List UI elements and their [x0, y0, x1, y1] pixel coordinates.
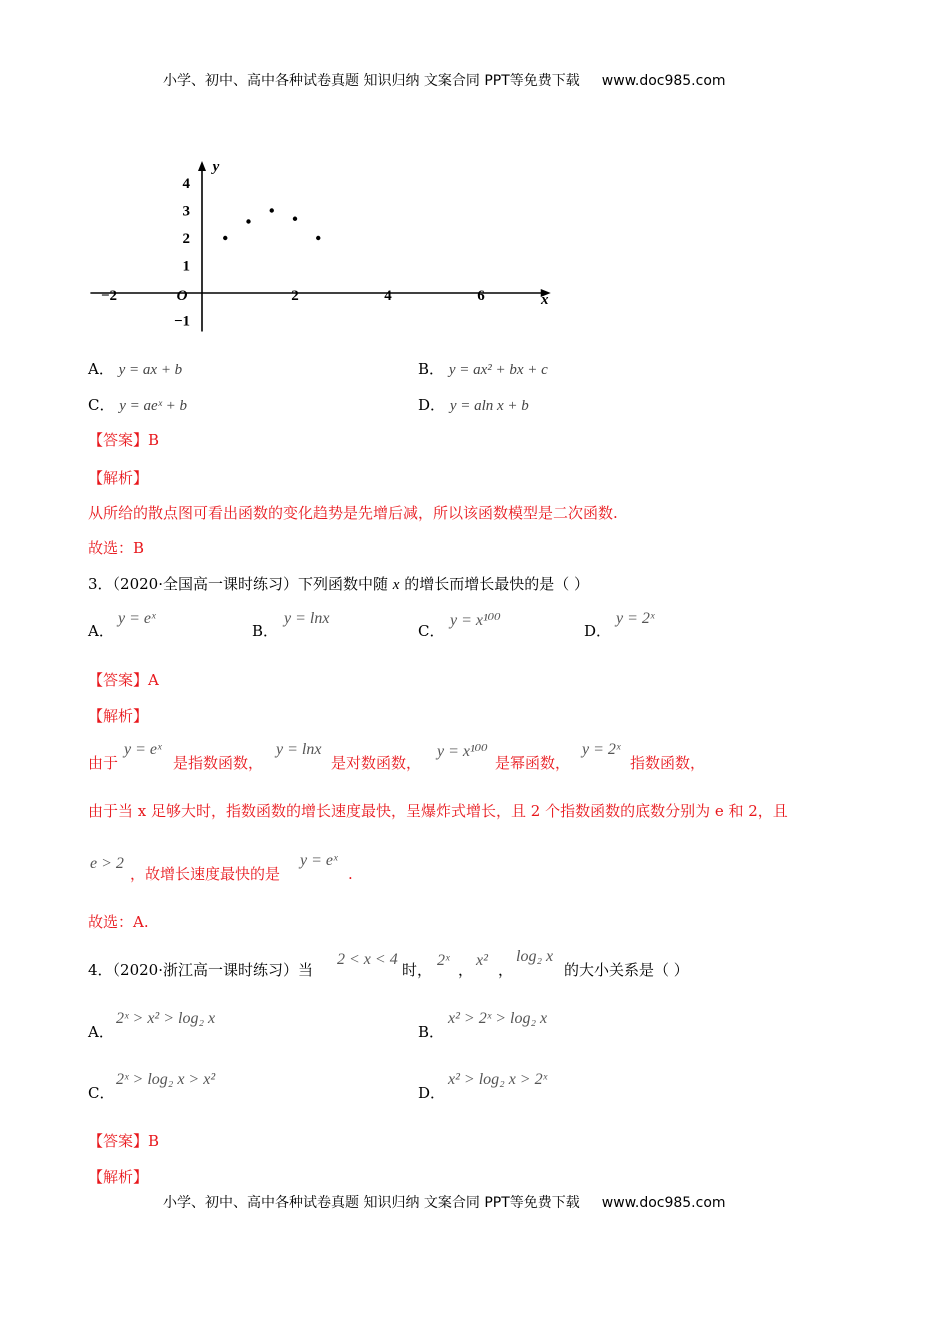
- q4-stem-prefix: [88, 960, 313, 980]
- q2-option-b-expr: y = ax² + bx + c: [448, 362, 548, 378]
- q4-condition: 2 < x < 4: [337, 951, 398, 968]
- q3-stem-b: 的增长而增长最快的是（ ）: [404, 575, 590, 593]
- q2-option-b-label: B．: [418, 360, 445, 378]
- q4-option-a-expr: 2ˣ > x² > log₂ x: [116, 1010, 216, 1027]
- q4-expr-log: log₂ x: [516, 948, 554, 965]
- q2-option-c[interactable]: [88, 395, 187, 416]
- q3-analysis-heading: 【解析】: [88, 707, 149, 725]
- q3-option-a[interactable]: [88, 621, 114, 641]
- q3-option-a-label: A．: [88, 622, 114, 640]
- q4-option-a-label: A．: [88, 1023, 114, 1041]
- y-tick-label: −1: [173, 313, 190, 330]
- q3-expl-line1-a: 由于: [88, 754, 119, 772]
- q4-analysis-heading: 【解析】: [88, 1168, 149, 1186]
- footer-text: 小学、初中、高中各种试卷真题 知识归纳 文案合同 PPT等免费下载: [163, 1195, 580, 1211]
- q3-stem-var: x: [392, 577, 400, 593]
- page-footer: [163, 1192, 726, 1212]
- q3-expl-line1-m4: y = 2ˣ: [582, 741, 621, 758]
- q3-option-b[interactable]: [252, 621, 278, 641]
- q4-sep2: ，: [498, 961, 514, 979]
- q3-expl-line1-m2: y = lnx: [276, 741, 322, 758]
- q3-expl-line1-e: 指数函数，: [630, 754, 706, 772]
- q4-option-a[interactable]: [88, 1022, 114, 1042]
- y-tick-label: 2: [182, 231, 190, 247]
- q2-option-c-label: C．: [88, 396, 115, 414]
- q3-expl-line1-d: 是幂函数，: [495, 754, 571, 772]
- q3-expl-line3-b: .: [348, 865, 353, 883]
- q4-expr-x2: x²: [476, 952, 488, 969]
- q2-option-a-label: A．: [88, 360, 114, 378]
- q3-expl-line3-a: ，故增长速度最快的是: [130, 865, 281, 883]
- data-point: [223, 236, 227, 240]
- q2-choice: 故选：B: [88, 539, 145, 557]
- footer-url[interactable]: www.doc985.com: [601, 1195, 726, 1211]
- q4-source: （2020·浙江高一课时练习）当: [112, 961, 313, 979]
- q3-source: （2020·全国高一课时练习）: [112, 575, 298, 593]
- q3-stem-a: 下列函数中随: [298, 575, 389, 593]
- data-point: [293, 217, 297, 221]
- q4-option-c-label: C．: [88, 1084, 115, 1102]
- q3-option-b-label: B．: [252, 622, 279, 640]
- q3-option-d[interactable]: [584, 621, 611, 641]
- x-tick-label: 4: [384, 288, 392, 304]
- x-tick-label: O: [176, 288, 188, 304]
- y-tick-label: 1: [182, 258, 190, 275]
- q4-option-d-expr: x² > log₂ x > 2ˣ: [448, 1071, 548, 1088]
- q4-expr-2x: 2ˣ: [437, 952, 450, 969]
- q4-answer: 【答案】B: [88, 1132, 160, 1150]
- q3-option-d-expr: y = 2ˣ: [616, 610, 655, 627]
- q4-number: 4．: [88, 961, 113, 979]
- q3-option-d-label: D．: [584, 622, 612, 640]
- data-point: [316, 236, 320, 240]
- q3-stem: [88, 574, 589, 595]
- x-tick-label: −2: [100, 288, 118, 304]
- q3-expl-line1-m1: y = eˣ: [124, 741, 162, 758]
- q2-option-d-label: D．: [418, 396, 446, 414]
- q3-expl-line1-c: 是对数函数，: [331, 754, 422, 772]
- x-axis-label: x: [541, 292, 549, 308]
- q4-option-d-label: D．: [418, 1084, 446, 1102]
- q4-option-d[interactable]: [418, 1083, 445, 1103]
- q2-option-d[interactable]: [418, 395, 529, 416]
- q2-answer: 【答案】B: [88, 431, 160, 449]
- q3-option-a-expr: y = eˣ: [118, 610, 156, 627]
- header-url[interactable]: www.doc985.com: [601, 73, 726, 89]
- data-point: [270, 208, 274, 212]
- scatter-chart: [80, 140, 570, 340]
- q2-option-c-expr: y = aeˣ + b: [119, 398, 188, 414]
- q3-number: 3．: [88, 575, 113, 593]
- q4-stem-a: 时，: [402, 961, 433, 979]
- q2-option-d-expr: y = aln x + b: [449, 398, 529, 414]
- y-tick-label: 3: [182, 203, 190, 220]
- data-point: [246, 219, 250, 223]
- q3-answer: 【答案】A: [88, 671, 159, 689]
- q2-option-b[interactable]: [418, 359, 548, 380]
- q4-option-c-expr: 2ˣ > log₂ x > x²: [116, 1071, 216, 1088]
- q3-option-b-expr: y = lnx: [284, 610, 330, 627]
- q3-expl-line3-m2: y = eˣ: [300, 852, 338, 869]
- q3-option-c[interactable]: [418, 621, 444, 641]
- page-header: [163, 70, 726, 90]
- y-axis-label: y: [212, 159, 220, 175]
- y-tick-label: 4: [182, 176, 190, 192]
- q3-expl-line2: 由于当 x 足够大时，指数函数的增长速度最快，呈爆炸式增长，且 2 个指数函数的底数分别为 e 和 2，且: [88, 802, 788, 820]
- q2-option-a[interactable]: [88, 359, 182, 380]
- q4-option-b[interactable]: [418, 1022, 444, 1042]
- x-tick-label: 6: [477, 288, 485, 304]
- q4-sep1: ，: [458, 961, 474, 979]
- q4-option-b-expr: x² > 2ˣ > log₂ x: [448, 1010, 548, 1027]
- q3-expl-line3-m1: e > 2: [90, 855, 124, 872]
- q3-option-c-expr: y = x¹⁰⁰: [450, 612, 501, 629]
- q4-option-c[interactable]: [88, 1083, 114, 1103]
- q3-choice: 故选：A.: [88, 913, 149, 931]
- q4-stem-b: 的大小关系是（ ）: [564, 961, 689, 979]
- q3-expl-line1-b: 是指数函数，: [173, 754, 264, 772]
- header-text: 小学、初中、高中各种试卷真题 知识归纳 文案合同 PPT等免费下载: [163, 73, 580, 89]
- y-axis-arrow: [198, 161, 206, 171]
- q2-analysis-heading: 【解析】: [88, 469, 149, 487]
- x-tick-label: 2: [291, 288, 299, 304]
- q4-option-b-label: B．: [418, 1023, 445, 1041]
- q2-explanation: 从所给的散点图可看出函数的变化趋势是先增后减，所以该函数模型是二次函数.: [88, 504, 618, 522]
- q3-option-c-label: C．: [418, 622, 445, 640]
- q2-option-a-expr: y = ax + b: [118, 362, 183, 378]
- q3-expl-line1-m3: y = x¹⁰⁰: [437, 743, 488, 760]
